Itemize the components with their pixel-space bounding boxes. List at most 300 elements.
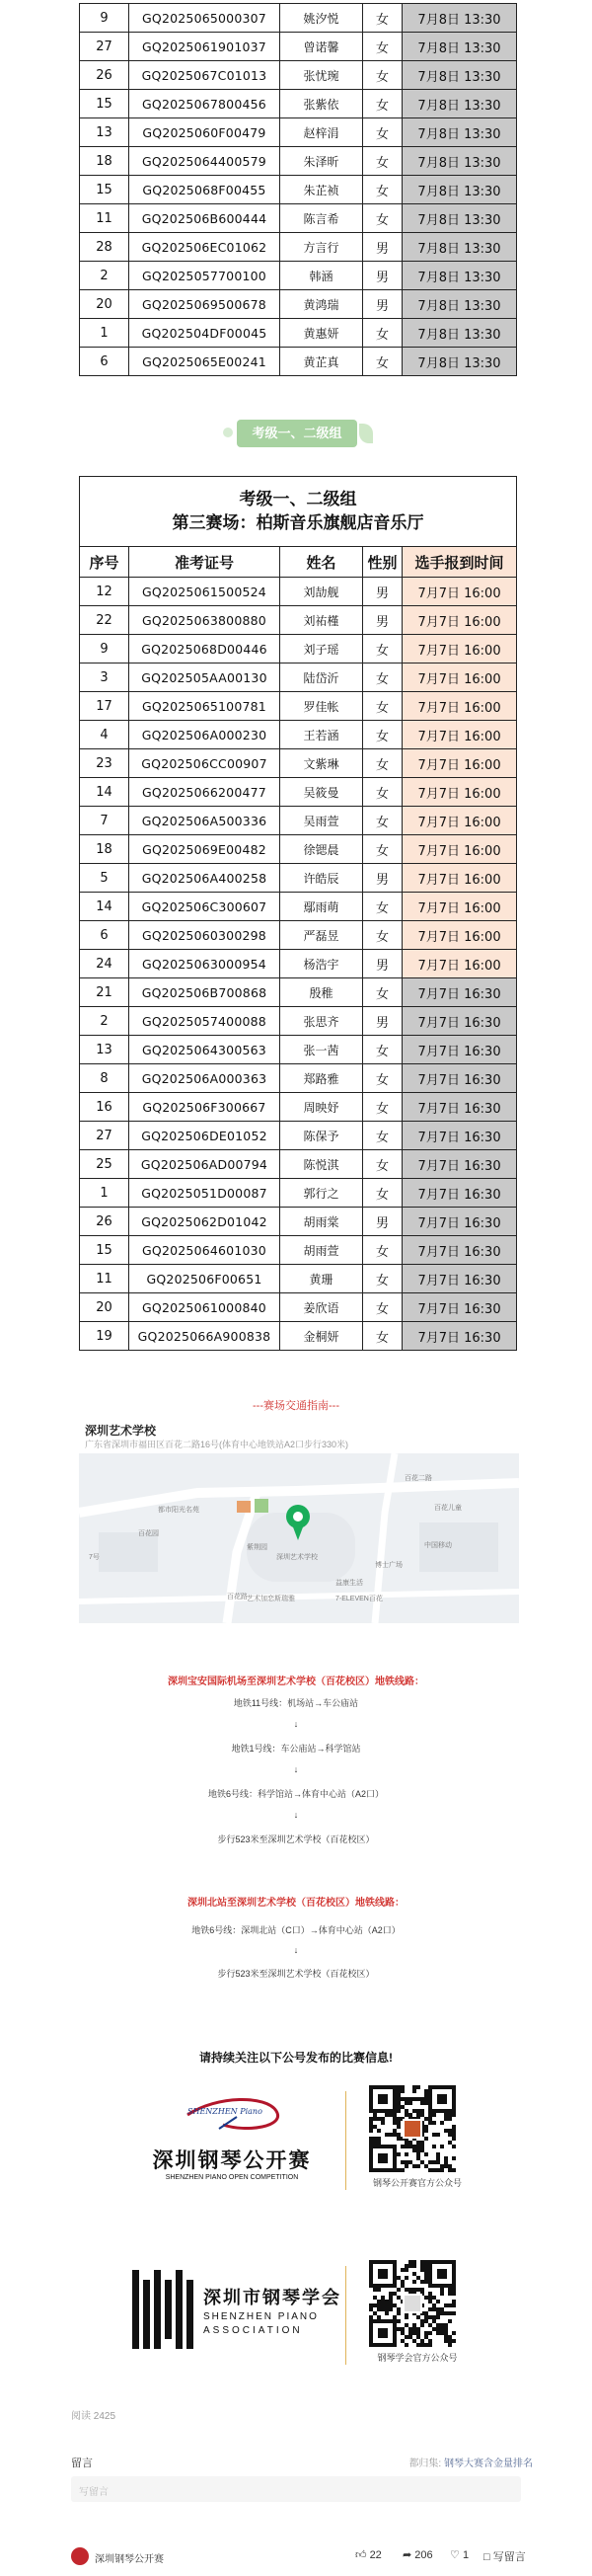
cell-no: 3 [80,664,129,692]
table-row [80,778,517,807]
table-title-row [80,477,517,547]
header-gender: 性别 [363,547,403,578]
cell-id: GQ2025069E00482 [129,835,280,864]
cell-no: 1 [80,319,129,348]
cell-gender: 女 [363,176,403,204]
table-row [80,1007,517,1036]
comment-input[interactable] [71,2476,521,2502]
table-row [80,204,517,233]
cell-id: GQ202506A400258 [129,864,280,893]
comments-label: 留言 [71,2458,93,2469]
table-row [80,978,517,1007]
table-row [80,578,517,606]
map-label: 百花园 [138,1530,159,1537]
map-label: 紫荆园 [247,1544,267,1551]
cell-id: GQ2025069500678 [129,290,280,319]
cell-gender: 女 [363,1036,403,1064]
qr-graphic [369,2260,456,2347]
cell-name: 胡雨棠 [280,1208,363,1236]
table-row [80,692,517,721]
cell-no: 17 [80,692,129,721]
cell-id: GQ202506CC00907 [129,749,280,778]
cell-name: 姜欣语 [280,1293,363,1322]
route-step: ↓ [293,1945,299,1955]
cell-time: 7月8日 13:30 [403,262,517,290]
cell-id: GQ202505AA00130 [129,664,280,692]
table-row [80,319,517,348]
cell-id: GQ2025064601030 [129,1236,280,1265]
cell-no: 23 [80,749,129,778]
cell-time: 7月8日 13:30 [403,90,517,118]
cell-gender: 女 [363,61,403,90]
cell-gender: 女 [363,1293,403,1322]
cell-gender: 女 [363,4,403,33]
cell-id: GQ2025060F00479 [129,118,280,147]
transport-heading: ---赛场交通指南--- [253,1400,339,1412]
route1-title: 深圳宝安国际机场至深圳艺术学校（百花校区）地铁线路： [168,1677,424,1687]
logo2-cn-name: 深圳市钢琴学会 [203,2288,341,2307]
cell-name: 姚汐悦 [280,4,363,33]
share-icon: ➦ [403,2549,412,2561]
table-row [80,4,517,33]
cell-time: 7月8日 13:30 [403,319,517,348]
cell-no: 11 [80,204,129,233]
cell-time: 7月7日 16:30 [403,1036,517,1064]
cell-no: 9 [80,4,129,33]
table-row [80,1179,517,1208]
cell-time: 7月8日 13:30 [403,33,517,61]
cell-name: 赵梓涓 [280,118,363,147]
cell-time: 7月7日 16:00 [403,921,517,950]
cell-no: 28 [80,233,129,262]
cell-id: GQ2025064300563 [129,1036,280,1064]
table-row [80,1036,517,1064]
table-row [80,664,517,692]
cell-gender: 女 [363,807,403,835]
cell-gender: 男 [363,1208,403,1236]
cell-id: GQ202506A000363 [129,1064,280,1093]
cell-time: 7月7日 16:30 [403,1064,517,1093]
cell-gender: 男 [363,606,403,635]
table-row [80,262,517,290]
cell-no: 2 [80,262,129,290]
cell-gender: 女 [363,664,403,692]
map-view[interactable] [79,1453,519,1623]
cell-time: 7月7日 16:30 [403,1179,517,1208]
cell-id: GQ2025063000954 [129,950,280,978]
cell-no: 25 [80,1150,129,1179]
route-step: ↓ [293,1764,299,1774]
account-avatar[interactable] [71,2547,89,2565]
cell-no: 18 [80,835,129,864]
cell-id: GQ2025066200477 [129,778,280,807]
results-table-2 [79,476,517,1351]
cell-id: GQ2025066A900838 [129,1322,280,1351]
cell-no: 7 [80,807,129,835]
cell-time: 7月8日 13:30 [403,233,517,262]
cell-no: 20 [80,290,129,319]
cell-no: 13 [80,1036,129,1064]
cell-no: 4 [80,721,129,749]
cell-time: 7月7日 16:30 [403,1122,517,1150]
table-row [80,749,517,778]
table-row [80,807,517,835]
cell-no: 15 [80,176,129,204]
route-step: ↓ [293,1810,299,1820]
share-button[interactable] [403,2548,433,2561]
cell-gender: 男 [363,864,403,893]
cell-name: 刘子瑶 [280,635,363,664]
table-title [80,477,517,547]
table-row [80,90,517,118]
cell-id: GQ2025065E00241 [129,348,280,376]
cell-id: GQ202504DF00045 [129,319,280,348]
cell-name: 陆岱沂 [280,664,363,692]
cell-gender: 女 [363,692,403,721]
logo1-en-name: SHENZHEN PIANO OPEN COMPETITION [165,2174,299,2181]
cell-name: 朱泽昕 [280,147,363,176]
read-count: 阅读 2425 [71,2411,116,2422]
table-title-line1: 考级一、二级组 [239,490,357,509]
cell-id: GQ2025068F00455 [129,176,280,204]
cell-id: GQ2025065100781 [129,692,280,721]
cell-id: GQ202506AD00794 [129,1150,280,1179]
cell-name: 吴雨萱 [280,807,363,835]
map-address: 广东省深圳市福田区百花二路16号(体育中心地铁站A2口步行330米) [85,1440,349,1449]
cell-name: 朱芷祯 [280,176,363,204]
logo2-en-line1: SHENZHEN PIANO [203,2311,319,2322]
table-row [80,1236,517,1265]
like-button[interactable] [355,2548,382,2561]
cell-id: GQ2025061500524 [129,578,280,606]
table-row [80,176,517,204]
cell-time: 7月7日 16:00 [403,864,517,893]
cell-no: 22 [80,606,129,635]
logo2-en-line2: ASSOCIATION [203,2325,303,2336]
cell-no: 14 [80,893,129,921]
map-label: 深圳艺术学校 [276,1554,318,1561]
results-table-1 [79,3,517,376]
cell-gender: 女 [363,978,403,1007]
map-label: 百花路 [227,1594,248,1600]
cell-time: 7月7日 16:00 [403,893,517,921]
piano-association-block [128,2256,464,2375]
table-row [80,835,517,864]
table-row [80,1322,517,1351]
cell-no: 11 [80,1265,129,1293]
cell-name: 张一茜 [280,1036,363,1064]
cell-no: 8 [80,1064,129,1093]
cell-time: 7月8日 13:30 [403,118,517,147]
qr-graphic [369,2085,456,2172]
cell-name: 文紫琳 [280,749,363,778]
cell-gender: 女 [363,1093,403,1122]
cell-gender: 女 [363,1122,403,1150]
cell-time: 7月7日 16:30 [403,1093,517,1122]
cell-id: GQ202506A000230 [129,721,280,749]
cell-time: 7月7日 16:00 [403,749,517,778]
logo-divider [345,2266,346,2365]
bottom-bar [0,2539,592,2576]
map-label: 百花二路 [405,1475,432,1482]
map-graphic [79,1453,519,1623]
cell-time: 7月8日 13:30 [403,176,517,204]
cell-gender: 女 [363,635,403,664]
cell-gender: 男 [363,290,403,319]
table-row [80,1208,517,1236]
cell-time: 7月8日 13:30 [403,61,517,90]
route-step: 步行523米至深圳艺术学校（百花校区） [217,1834,375,1844]
route-step: 地铁1号线：车公庙站→科学馆站 [231,1744,361,1754]
cell-id: GQ2025057700100 [129,262,280,290]
cell-gender: 男 [363,950,403,978]
thumb-up-icon: 👍︎ [355,2549,367,2561]
cell-id: GQ202506F300667 [129,1093,280,1122]
cell-id: GQ2025062D01042 [129,1208,280,1236]
table-row [80,61,517,90]
cell-name: 黄芷真 [280,348,363,376]
cell-time: 7月7日 16:00 [403,606,517,635]
cell-time: 7月8日 13:30 [403,348,517,376]
table-row [80,1064,517,1093]
cell-time: 7月7日 16:00 [403,835,517,864]
route-step: 步行523米至深圳艺术学校（百花校区） [217,1969,375,1979]
cell-time: 7月7日 16:30 [403,1208,517,1236]
group-tag: 考级一、二级组 [237,420,357,447]
cell-gender: 女 [363,921,403,950]
cell-name: 张忧琬 [280,61,363,90]
cell-time: 7月7日 16:30 [403,1236,517,1265]
map-label: 中国移动 [424,1542,452,1549]
cell-time: 7月7日 16:00 [403,578,517,606]
header-name: 姓名 [280,547,363,578]
cell-name: 殷稚 [280,978,363,1007]
table-row [80,1093,517,1122]
table-row [80,721,517,749]
table-row [80,1122,517,1150]
cell-name: 黄鸿瑞 [280,290,363,319]
cell-name: 陈言希 [280,204,363,233]
cell-time: 7月7日 16:30 [403,1322,517,1351]
cell-id: GQ202506B700868 [129,978,280,1007]
cell-gender: 女 [363,893,403,921]
cell-id: GQ2025067C01013 [129,61,280,90]
cell-gender: 男 [363,262,403,290]
table-row [80,233,517,262]
cell-no: 26 [80,61,129,90]
cell-no: 21 [80,978,129,1007]
cell-time: 7月7日 16:00 [403,664,517,692]
cell-no: 13 [80,118,129,147]
table-row [80,1265,517,1293]
cell-name: 张紫依 [280,90,363,118]
cell-time: 7月7日 16:30 [403,1150,517,1179]
cell-no: 16 [80,1093,129,1122]
cell-time: 7月8日 13:30 [403,147,517,176]
cell-gender: 女 [363,204,403,233]
cell-no: 2 [80,1007,129,1036]
table-row [80,118,517,147]
qr-code-competition [369,2085,456,2172]
cell-time: 7月7日 16:30 [403,1265,517,1293]
cell-id: GQ202506C300607 [129,893,280,921]
route2-title: 深圳北站至深圳艺术学校（百花校区）地铁线路： [187,1898,405,1909]
follow-notice: 请持续关注以下公号发布的比赛信息! [199,2051,393,2065]
cell-name: 陈悦淇 [280,1150,363,1179]
cell-id: GQ2025061901037 [129,33,280,61]
cell-name: 罗佳帐 [280,692,363,721]
cell-gender: 男 [363,578,403,606]
cell-gender: 男 [363,1007,403,1036]
cell-no: 5 [80,864,129,893]
cell-time: 7月7日 16:30 [403,1293,517,1322]
collection-tag[interactable] [408,2455,533,2469]
heart-icon: ♡ [450,2549,460,2561]
cell-time: 7月7日 16:00 [403,692,517,721]
cell-id: GQ2025063800880 [129,606,280,635]
cell-id: GQ2025051D00087 [129,1179,280,1208]
table-row [80,864,517,893]
cell-id: GQ202506DE01052 [129,1122,280,1150]
write-comment-button[interactable] [483,2548,526,2564]
route-step: ↓ [293,1719,299,1729]
header-id: 准考证号 [129,547,280,578]
map-label: 7-ELEVEN百花 [335,1596,383,1602]
cell-id: GQ202506A500336 [129,807,280,835]
cell-name: 金桐妍 [280,1322,363,1351]
table-row [80,1293,517,1322]
map-label: 博士广场 [375,1562,403,1569]
route-step: 地铁6号线：深圳北站（C口）→体育中心站（A2口） [191,1925,401,1935]
table-row [80,1150,517,1179]
map-label: 艺术加恋斯瑞雅 [247,1596,295,1602]
cell-name: 吴筱曼 [280,778,363,807]
cell-name: 严磊昱 [280,921,363,950]
cell-gender: 女 [363,147,403,176]
logo-divider [345,2091,346,2190]
cell-no: 1 [80,1179,129,1208]
header-no: 序号 [80,547,129,578]
route-step: 地铁6号线：科学馆站→体育中心站（A2口） [207,1789,384,1799]
cell-gender: 女 [363,778,403,807]
cell-name: 黄珊 [280,1265,363,1293]
comment-icon: □ [483,2551,490,2563]
qr-caption-association: 钢琴学会官方公众号 [377,2353,458,2363]
cell-no: 20 [80,1293,129,1322]
qr-code-association [369,2260,456,2347]
cell-id: GQ2025061000840 [129,1293,280,1322]
cell-no: 14 [80,778,129,807]
comment-placeholder: 写留言 [79,2487,109,2498]
cell-no: 12 [80,578,129,606]
cell-id: GQ202506F00651 [129,1265,280,1293]
map-label: 益康生活 [335,1580,363,1587]
map-label: 百花儿童 [434,1505,462,1512]
cell-name: 胡雨萱 [280,1236,363,1265]
logo1-cn-name: 深圳钢琴公开赛 [152,2149,312,2172]
cell-name: 方言行 [280,233,363,262]
cell-gender: 女 [363,1179,403,1208]
cell-gender: 女 [363,319,403,348]
collection-link[interactable]: 钢琴大赛含金量排名 [444,2459,533,2469]
cell-no: 19 [80,1322,129,1351]
write-comment-label: 写留言 [492,2551,526,2563]
cell-id: GQ2025060300298 [129,921,280,950]
cell-no: 27 [80,33,129,61]
cell-time: 7月7日 16:00 [403,635,517,664]
cell-gender: 女 [363,348,403,376]
table-row [80,348,517,376]
cell-name: 刘祐槿 [280,606,363,635]
cell-time: 7月7日 16:00 [403,721,517,749]
cell-id: GQ2025057400088 [129,1007,280,1036]
cell-name: 韩涵 [280,262,363,290]
cell-gender: 女 [363,90,403,118]
cell-id: GQ2025064400579 [129,147,280,176]
table-row [80,893,517,921]
cell-no: 6 [80,921,129,950]
collection-prefix: 都归集: [408,2459,442,2469]
piano-open-competition-block [128,2081,464,2200]
like-count: 22 [369,2549,382,2561]
cell-no: 15 [80,90,129,118]
cell-time: 7月8日 13:30 [403,204,517,233]
cell-name: 王若涵 [280,721,363,749]
share-count: 206 [414,2549,433,2561]
cell-no: 26 [80,1208,129,1236]
map-card[interactable] [79,1416,519,1623]
map-label: 7号 [89,1554,100,1561]
cell-id: GQ2025068D00446 [129,635,280,664]
qr-caption-competition: 钢琴公开赛官方公众号 [372,2178,462,2188]
cell-id: GQ202506EC01062 [129,233,280,262]
cell-name: 周映妤 [280,1093,363,1122]
cell-no: 9 [80,635,129,664]
cell-id: GQ202506B600444 [129,204,280,233]
table-row [80,290,517,319]
cell-time: 7月8日 13:30 [403,4,517,33]
cell-time: 7月7日 16:00 [403,950,517,978]
cell-name: 许皓辰 [280,864,363,893]
wow-button[interactable] [450,2548,469,2561]
cell-name: 郭行之 [280,1179,363,1208]
cell-name: 曾诺馨 [280,33,363,61]
table-row [80,147,517,176]
cell-no: 18 [80,147,129,176]
cell-no: 24 [80,950,129,978]
cell-name: 徐锶晨 [280,835,363,864]
cell-id: GQ2025067800456 [129,90,280,118]
table-row [80,33,517,61]
cell-no: 27 [80,1122,129,1150]
map-label: 都市阳光名苑 [158,1507,199,1514]
header-time: 选手报到时间 [403,547,517,578]
cell-gender: 女 [363,1150,403,1179]
cell-time: 7月7日 16:30 [403,978,517,1007]
cell-name: 刘劼舰 [280,578,363,606]
cell-gender: 女 [363,1236,403,1265]
cell-gender: 女 [363,1064,403,1093]
cell-gender: 女 [363,1265,403,1293]
piano-keys-logo [128,2266,197,2355]
cell-id: GQ2025065000307 [129,4,280,33]
account-name[interactable]: 深圳钢琴公开赛 [95,2554,164,2565]
cell-time: 7月7日 16:00 [403,778,517,807]
cell-no: 6 [80,348,129,376]
route-step: 地铁11号线：机场站→车公庙站 [233,1698,359,1708]
cell-gender: 女 [363,835,403,864]
cell-name: 郑路雅 [280,1064,363,1093]
